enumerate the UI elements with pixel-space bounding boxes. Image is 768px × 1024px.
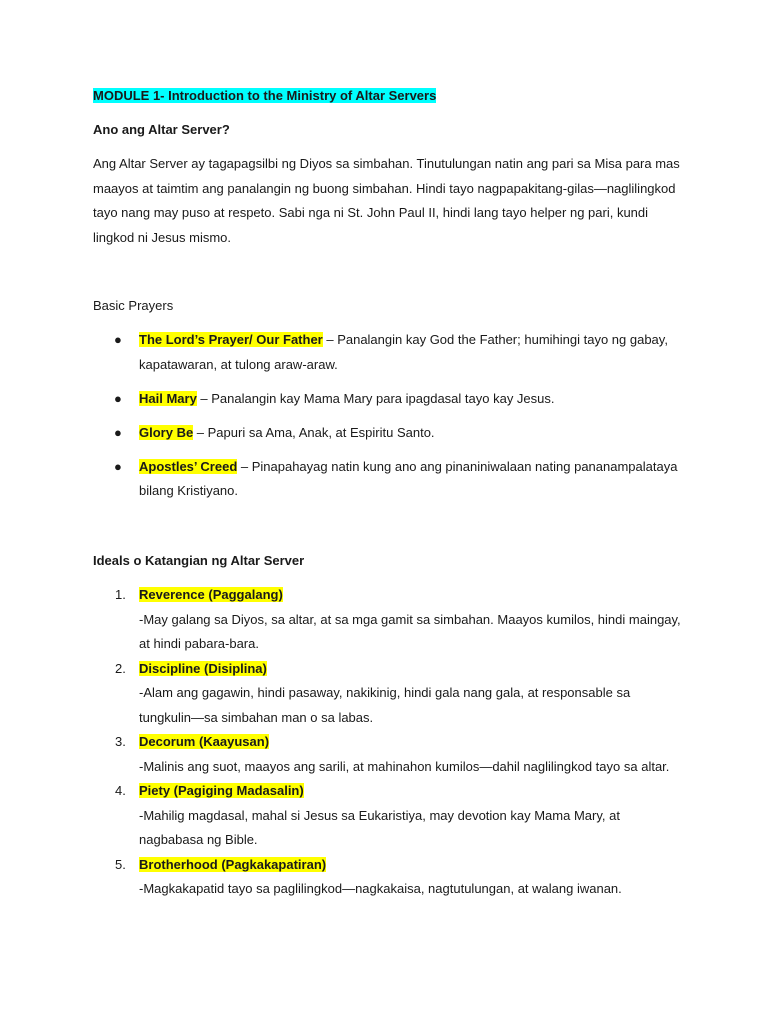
bullet-icon: ● xyxy=(114,458,122,474)
bullet-icon: ● xyxy=(114,424,122,440)
basic-prayers-heading: Basic Prayers xyxy=(93,298,174,313)
prayer-name: Glory Be xyxy=(139,424,194,440)
prayer-description: – Panalangin kay Mama Mary para ipagdasal tayo kay Jesus. xyxy=(196,390,555,406)
prayer-name: The Lord’s Prayer/ Our Father xyxy=(139,332,323,347)
list-item xyxy=(93,328,683,377)
prayer-name: Apostles’ Creed xyxy=(139,458,238,474)
bullet-icon: ● xyxy=(114,390,122,406)
ideal-title: Reverence (Paggalang) xyxy=(139,587,283,602)
list-number: 5. xyxy=(115,856,126,872)
list-item xyxy=(93,583,683,657)
prayer-name: Hail Mary xyxy=(139,390,197,406)
ideal-description: -May galang sa Diyos, sa altar, at sa mga gamit sa simbahan. Maayos kumilos, hindi maingay, at hindi pabara-bara. xyxy=(139,611,681,651)
module-title-text: MODULE 1- Introduction to the Ministry of Altar Servers xyxy=(93,88,437,103)
list-number: 4. xyxy=(115,783,126,798)
ideals-list xyxy=(93,583,683,902)
ideal-title: Discipline (Disiplina) xyxy=(139,660,267,676)
ideals-heading: Ideals o Katangian ng Altar Server xyxy=(93,553,305,568)
ideal-description: -Malinis ang suot, maayos ang sarili, at mahinahon kumilos—dahil naglilingkod tayo sa altar. xyxy=(139,758,670,774)
ideal-title: Decorum (Kaayusan) xyxy=(139,734,270,749)
ideal-description: -Alam ang gagawin, hindi pasaway, nakikinig, hindi gala nang gala, at responsable sa tungkulin—sa simbahan man o sa labas. xyxy=(139,685,631,725)
bullet-icon: ● xyxy=(114,332,122,347)
list-number: 2. xyxy=(115,660,126,676)
list-item xyxy=(93,387,683,412)
module-title xyxy=(93,87,436,104)
list-number: 3. xyxy=(115,734,126,749)
section-heading-altar-server: Ano ang Altar Server? xyxy=(93,122,230,137)
prayer-description: – Pinapahayag natin kung ano ang pinaniniwalaan nating pananampalataya bilang Kristiyano. xyxy=(139,458,678,498)
ideal-title: Piety (Pagiging Madasalin) xyxy=(139,783,304,798)
ideal-title: Brotherhood (Pagkakapatiran) xyxy=(139,856,327,872)
basic-prayers-list xyxy=(93,328,683,513)
list-item xyxy=(93,730,683,779)
ideal-description: -Magkakapatid tayo sa paglilingkod—nagkakaisa, nagtutulungan, at walang iwanan. xyxy=(139,881,622,896)
prayer-description: – Papuri sa Ama, Anak, at Espiritu Santo. xyxy=(193,424,435,440)
list-item xyxy=(93,455,683,504)
intro-paragraph: Ang Altar Server ay tagapagsilbi ng Diyos sa simbahan. Tinutulungan natin ang pari sa Misa para mas maayos at taimtim ang panalangin ng buong simbahan. Hindi tayo nagpapakitang-gilas—naglilingkod tayo nang may puso at respeto. Sabi nga ni St. John Paul II, hindi lang tayo helper ng pari, kundi lingkod ni Jesus mismo. xyxy=(93,156,680,245)
list-item xyxy=(93,779,683,853)
list-item xyxy=(93,853,683,902)
list-item xyxy=(93,657,683,731)
list-number: 1. xyxy=(115,587,126,602)
ideal-description: -Mahilig magdasal, mahal si Jesus sa Eukaristiya, may devotion kay Mama Mary, at nagbabasa ng Bible. xyxy=(139,807,620,847)
prayer-description: – Panalangin kay God the Father; humihingi tayo ng gabay, kapatawaran, at tulong araw-araw. xyxy=(139,332,668,372)
list-item xyxy=(93,421,683,446)
